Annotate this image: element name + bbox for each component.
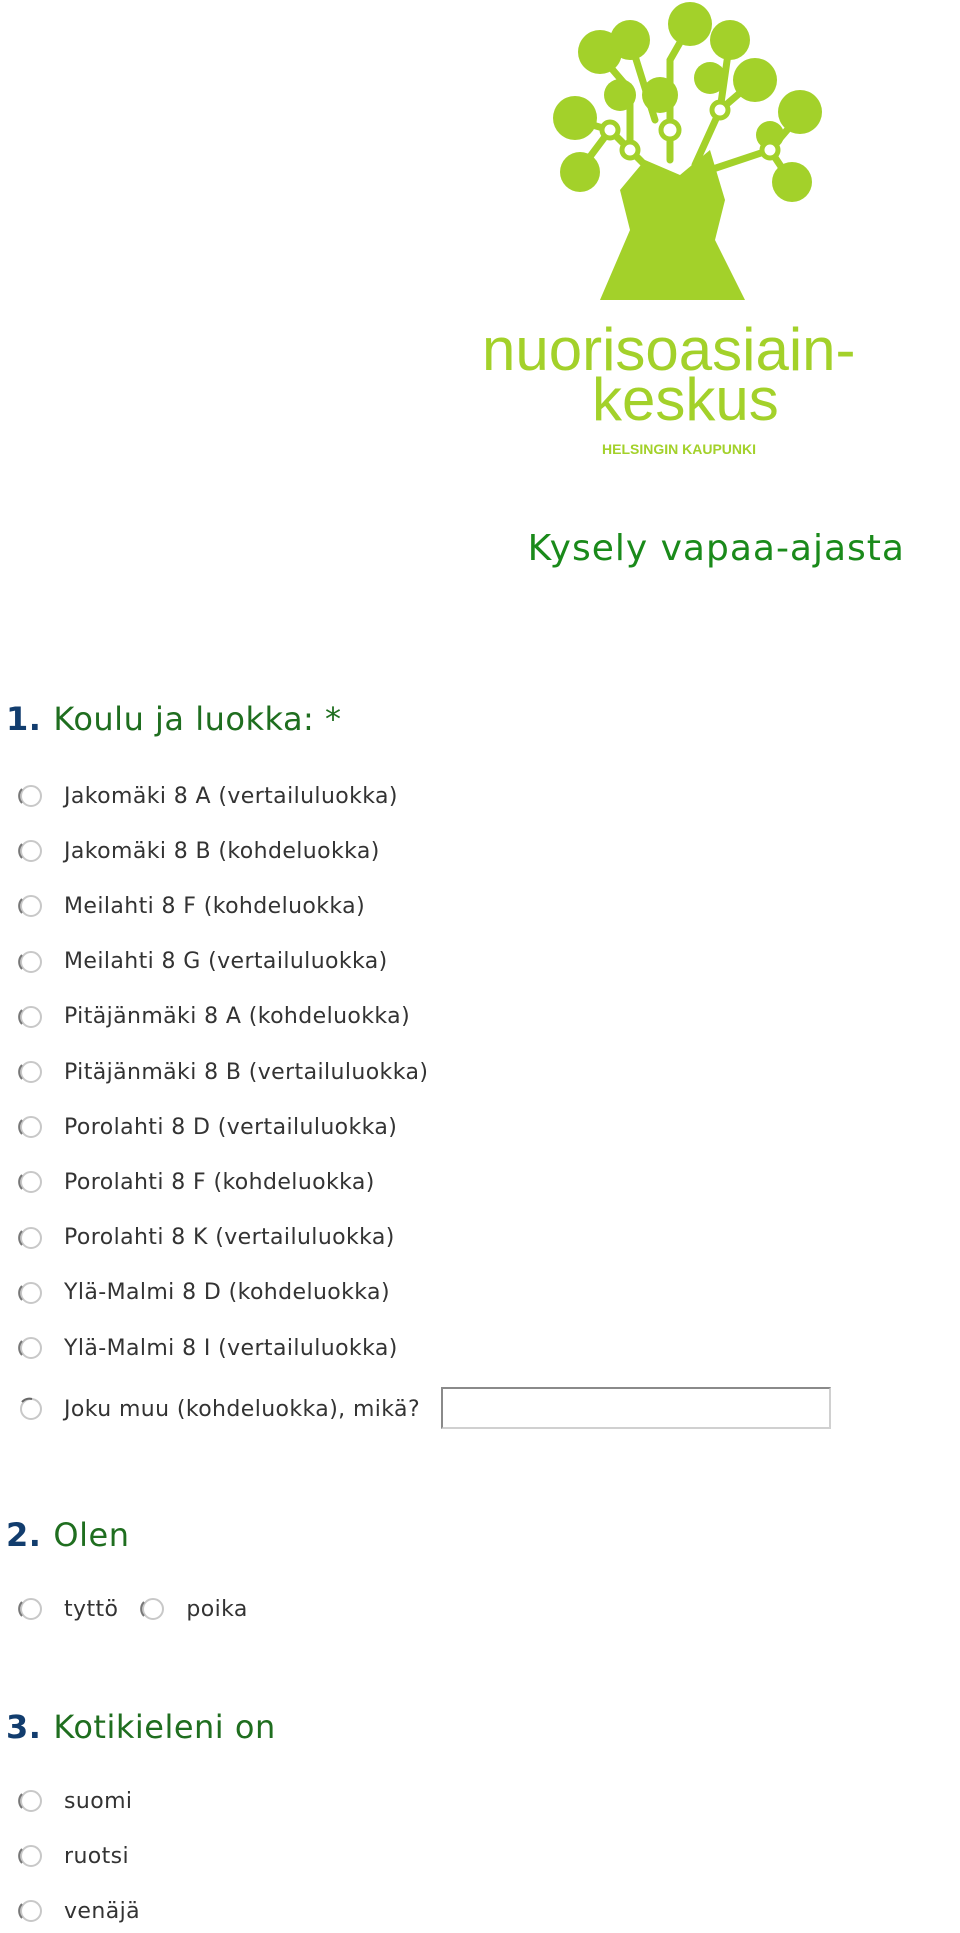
radio-icon[interactable] (18, 1169, 44, 1195)
logo-line3: HELSINGIN KAUPUNKI (602, 441, 757, 457)
option-label: Porolahti 8 F (kohdeluokka) (64, 1169, 375, 1195)
radio-icon[interactable] (18, 1114, 44, 1140)
radio-icon[interactable] (18, 1396, 44, 1422)
nuorisoasiainkeskus-logo (480, 0, 960, 465)
radio-icon[interactable] (18, 1059, 44, 1085)
option-row[interactable] (18, 1000, 410, 1034)
question-label: Olen (53, 1516, 130, 1554)
radio-icon[interactable] (18, 1843, 44, 1869)
radio-icon[interactable] (18, 1004, 44, 1030)
option-label: Ylä-Malmi 8 I (vertailuluokka) (64, 1335, 398, 1361)
q2-options-row (18, 1592, 270, 1626)
option-row[interactable] (18, 779, 398, 813)
survey-title: Kysely vapaa-ajasta (527, 528, 905, 569)
option-label: ruotsi (64, 1843, 130, 1869)
radio-icon[interactable] (18, 1788, 44, 1814)
option-label: Porolahti 8 K (vertailuluokka) (64, 1225, 395, 1251)
radio-icon[interactable] (18, 783, 44, 809)
option-row[interactable] (18, 945, 388, 979)
option-label: Pitäjänmäki 8 B (vertailuluokka) (64, 1059, 429, 1085)
option-label: Jakomäki 8 B (kohdeluokka) (64, 838, 380, 864)
option-row[interactable] (18, 1331, 398, 1365)
question-label: Kotikieleni on (53, 1708, 276, 1746)
option-row[interactable] (18, 1276, 390, 1310)
option-row[interactable] (18, 834, 380, 868)
question-1-heading (6, 700, 342, 738)
option-poika[interactable] (140, 1596, 247, 1622)
radio-icon[interactable] (18, 893, 44, 919)
question-3-heading (6, 1708, 276, 1746)
option-label: tyttö (64, 1596, 119, 1622)
radio-icon[interactable] (18, 1335, 44, 1361)
question-2-heading (6, 1516, 129, 1554)
radio-icon[interactable] (18, 949, 44, 975)
option-row[interactable] (18, 1784, 132, 1818)
option-row[interactable] (18, 1110, 397, 1144)
radio-icon[interactable] (18, 838, 44, 864)
option-other[interactable] (18, 1392, 420, 1426)
option-row[interactable] (18, 1165, 375, 1199)
question-number: 1. (6, 700, 42, 738)
option-other-label: Joku muu (kohdeluokka), mikä? (64, 1396, 421, 1422)
other-text-field[interactable] (441, 1387, 831, 1429)
question-label: Koulu ja luokka: * (53, 700, 342, 738)
option-tytto[interactable] (18, 1596, 118, 1622)
radio-icon[interactable] (18, 1898, 44, 1924)
radio-icon[interactable] (140, 1596, 166, 1622)
option-label: Ylä-Malmi 8 D (kohdeluokka) (64, 1280, 390, 1306)
logo-line2: keskus (592, 366, 779, 433)
logo-line1: nuorisoasiain- (482, 316, 856, 383)
option-row[interactable] (18, 889, 365, 923)
option-row[interactable] (18, 1839, 129, 1873)
option-row[interactable] (18, 1221, 395, 1255)
question-number: 3. (6, 1708, 42, 1746)
question-number: 2. (6, 1516, 42, 1554)
option-label: Meilahti 8 F (kohdeluokka) (64, 893, 366, 919)
radio-icon[interactable] (18, 1596, 44, 1622)
option-label: suomi (64, 1788, 133, 1814)
option-label: venäjä (64, 1898, 140, 1924)
radio-icon[interactable] (18, 1280, 44, 1306)
option-label: Jakomäki 8 A (vertailuluokka) (64, 783, 398, 809)
radio-icon[interactable] (18, 1225, 44, 1251)
option-row[interactable] (18, 1055, 428, 1089)
option-row[interactable] (18, 1894, 140, 1928)
option-label: Pitäjänmäki 8 A (kohdeluokka) (64, 1004, 411, 1030)
option-label: poika (186, 1596, 248, 1622)
option-label: Porolahti 8 D (vertailuluokka) (64, 1114, 398, 1140)
option-label: Meilahti 8 G (vertailuluokka) (64, 949, 388, 975)
